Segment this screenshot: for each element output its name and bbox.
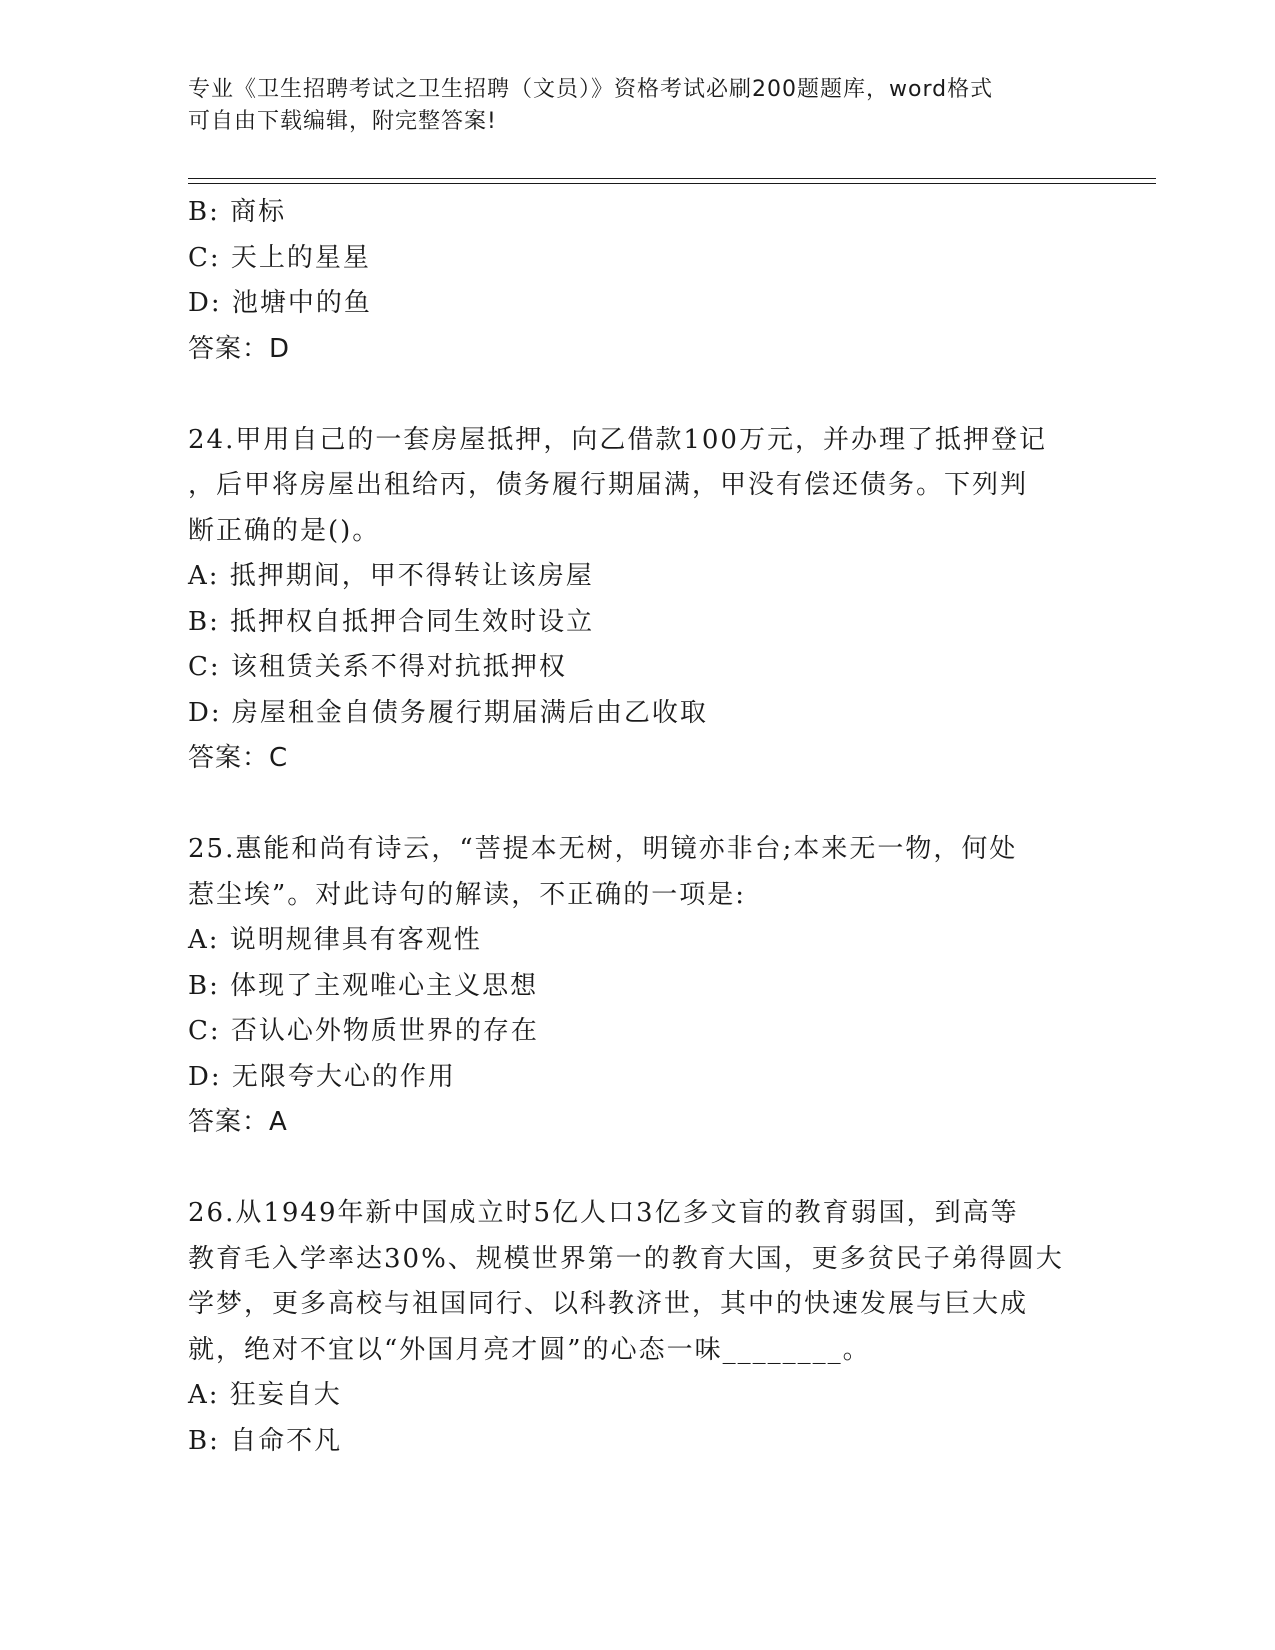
option-d: D: 池塘中的鱼 — [188, 288, 372, 318]
header-title-line-2: 可自由下载编辑，附完整答案! — [188, 109, 497, 134]
question-stem-line: 25.惠能和尚有诗云，“菩提本无树，明镜亦非台;本来无一物，何处 — [188, 834, 1018, 864]
question-stem-line: ，后甲将房屋出租给丙，债务履行期届满，甲没有偿还债务。下列判 — [188, 470, 1029, 500]
question-26 — [188, 1191, 1088, 1464]
answer: 答案：C — [188, 743, 289, 773]
option-b: B: 自命不凡 — [188, 1425, 343, 1456]
option-c: C: 该租赁关系不得对抗抵押权 — [188, 652, 567, 682]
question-stem-line: 教育毛入学率达30%、规模世界第一的教育大国，更多贫民子弟得圆大 — [188, 1243, 1064, 1274]
question-23 — [188, 190, 1088, 372]
option-b: B: 体现了主观唯心主义思想 — [188, 970, 539, 1001]
question-stem-line: 就，绝对不宜以“外国月亮才圆”的心态一味________。 — [188, 1334, 871, 1365]
question-content — [188, 190, 1088, 1464]
question-stem-line: 学梦，更多高校与祖国同行、以科教济世，其中的快速发展与巨大成 — [188, 1289, 1029, 1319]
header-divider-top — [188, 178, 1156, 179]
spacer — [188, 1146, 1088, 1192]
option-a: A: 狂妄自大 — [188, 1380, 342, 1410]
option-a: A: 说明规律具有客观性 — [188, 925, 482, 955]
answer: 答案：D — [188, 333, 291, 364]
header-divider-bottom — [188, 183, 1156, 184]
page-header — [188, 74, 1068, 138]
header-title-line-1: 专业《卫生招聘考试之卫生招聘（文员）》资格考试必刷200题题库，word格式 — [188, 77, 994, 102]
option-b: B: 抵押权自抵押合同生效时设立 — [188, 606, 595, 637]
option-b: B: 商标 — [188, 197, 287, 227]
option-c: C: 否认心外物质世界的存在 — [188, 1016, 539, 1046]
spacer — [188, 782, 1088, 828]
question-24 — [188, 418, 1088, 782]
question-stem-line: 24.甲用自己的一套房屋抵押，向乙借款100万元，并办理了抵押登记 — [188, 424, 1047, 455]
question-25 — [188, 827, 1088, 1146]
option-d: D: 房屋租金自债务履行期届满后由乙收取 — [188, 697, 708, 728]
question-stem-line: 断正确的是()。 — [188, 515, 381, 546]
spacer — [188, 372, 1088, 418]
question-stem-line: 26.从1949年新中国成立时5亿人口3亿多文盲的教育弱国，到高等 — [188, 1198, 1019, 1228]
option-d: D: 无限夸大心的作用 — [188, 1061, 456, 1092]
question-stem-line: 惹尘埃”。对此诗句的解读，不正确的一项是: — [188, 879, 747, 910]
answer: 答案：A — [188, 1107, 288, 1137]
option-c: C: 天上的星星 — [188, 242, 371, 273]
option-a: A: 抵押期间，甲不得转让该房屋 — [188, 561, 594, 591]
